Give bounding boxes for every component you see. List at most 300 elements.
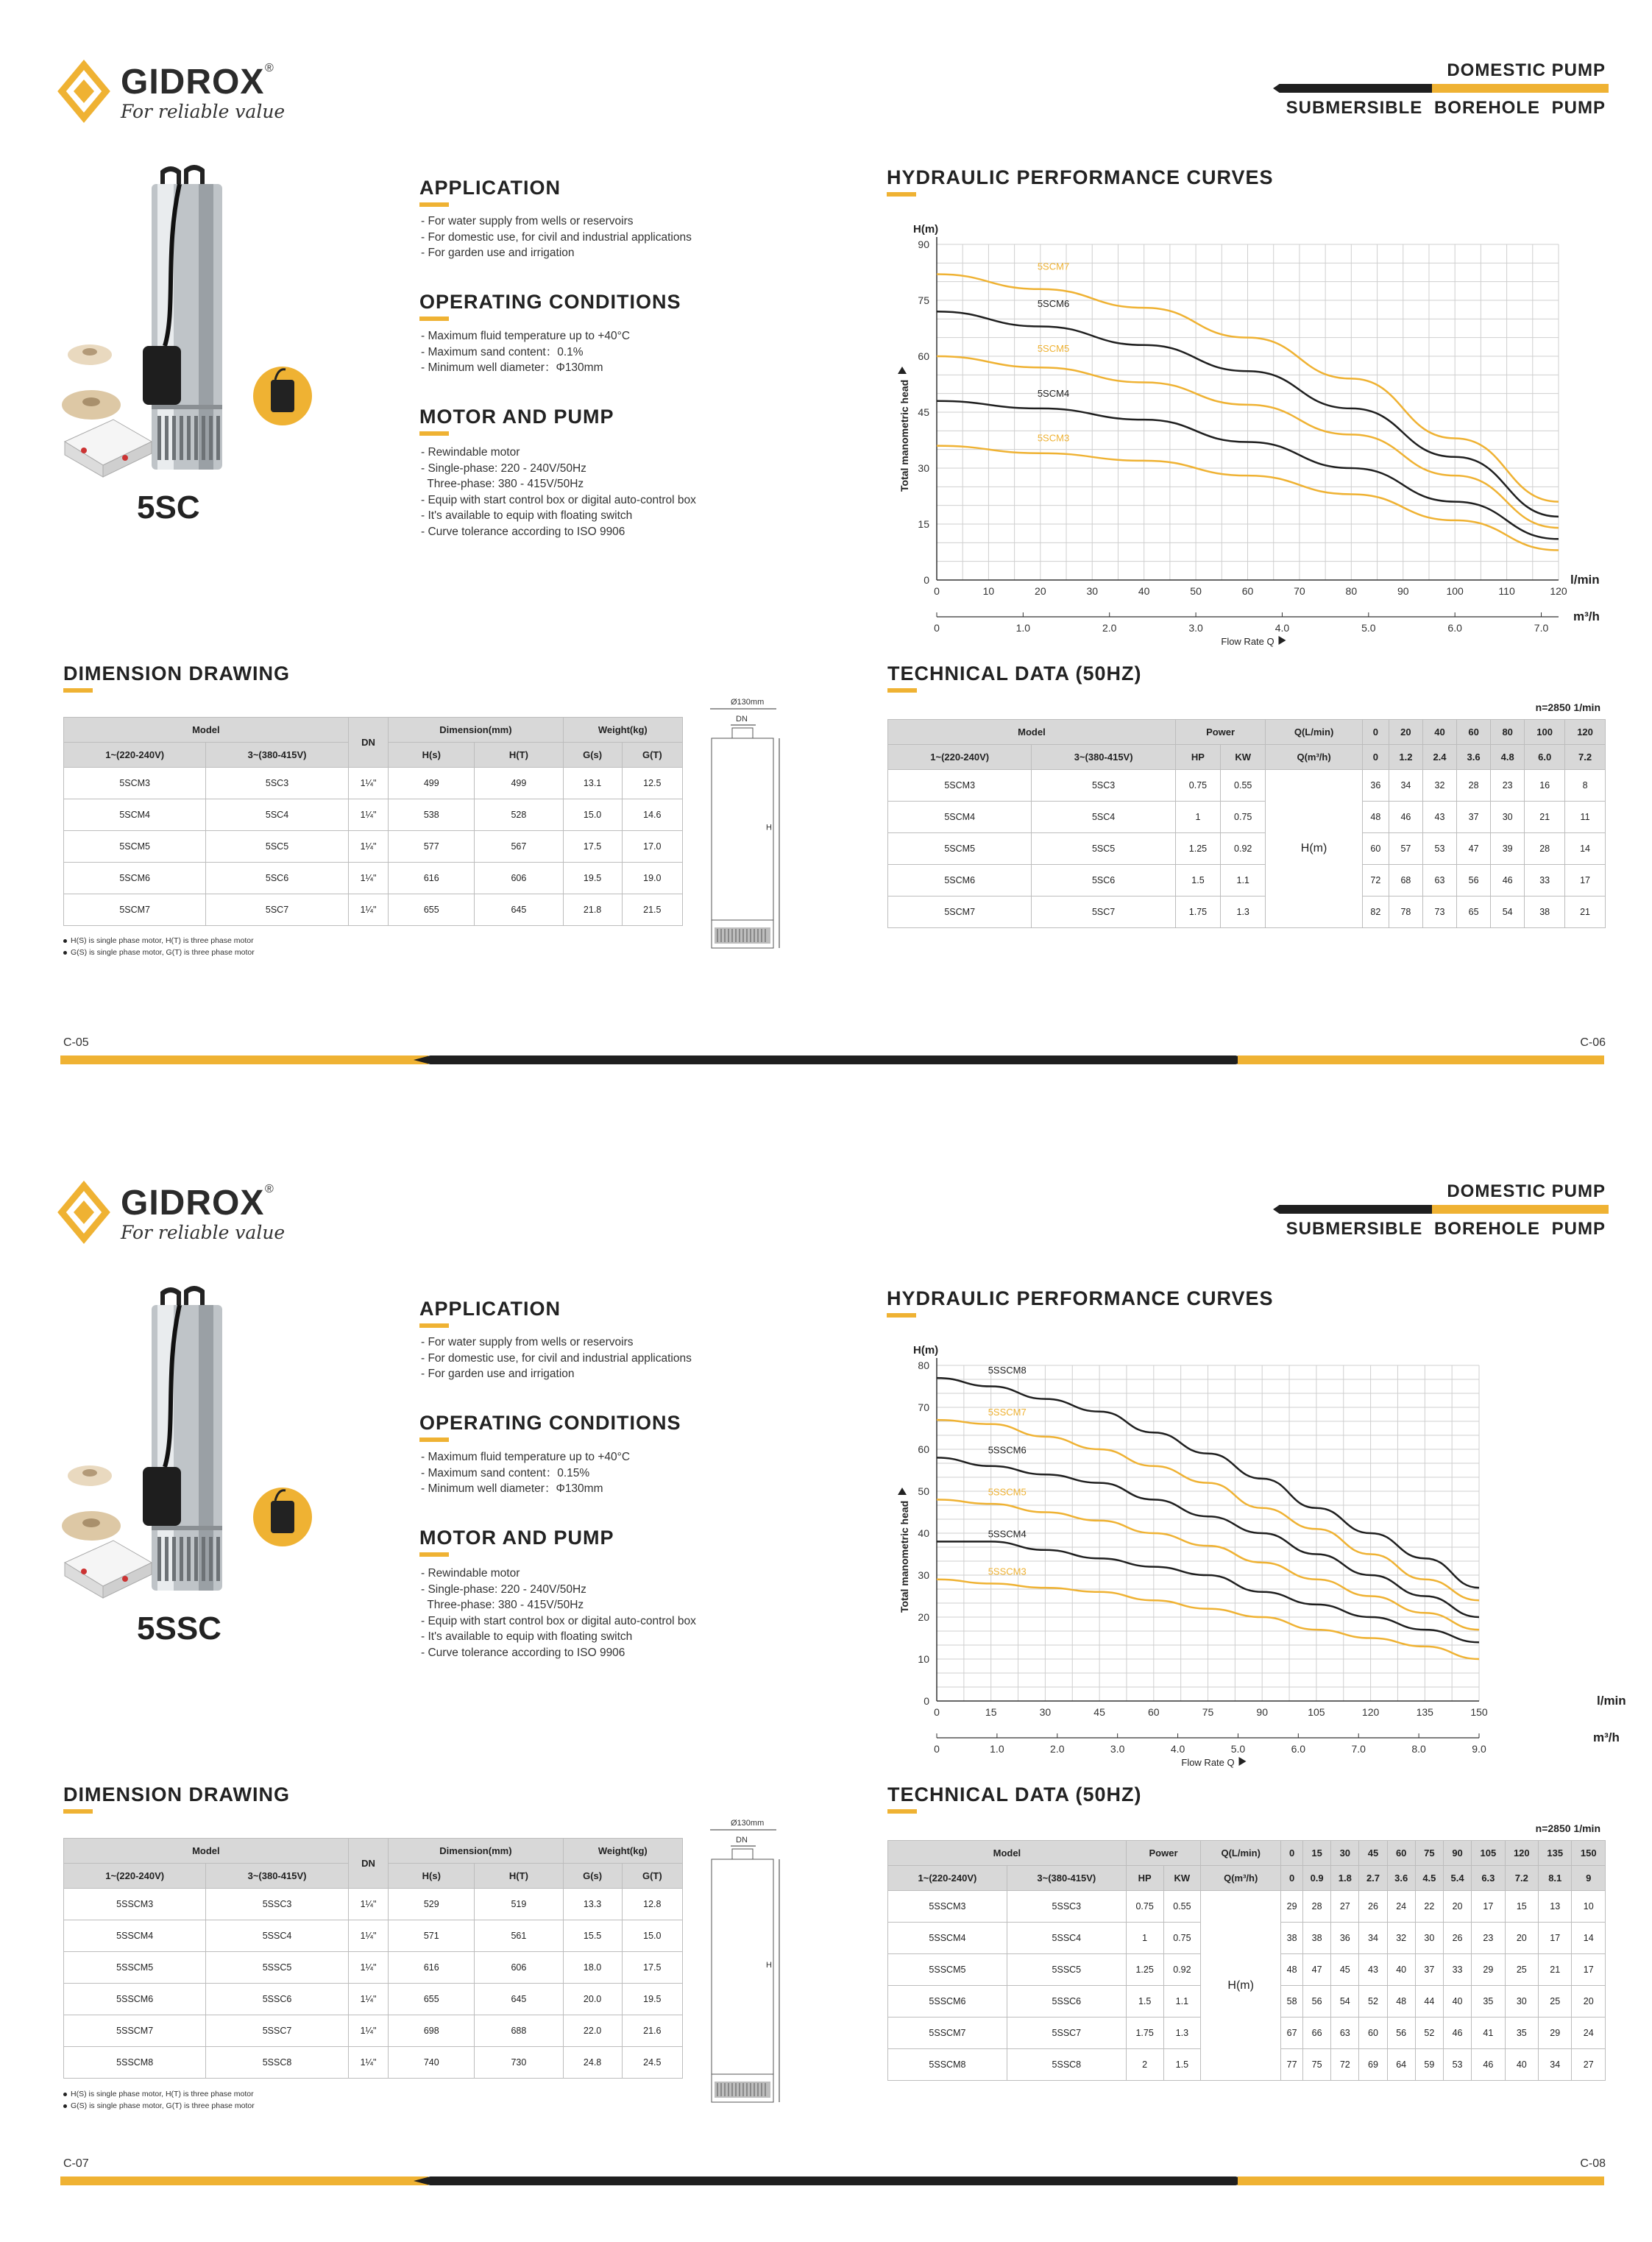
x-tick-label: 110 bbox=[1498, 585, 1515, 597]
head-value: 46 bbox=[1443, 2018, 1471, 2049]
table-cell: 1¼" bbox=[348, 1920, 389, 1952]
kw-value: 0.92 bbox=[1163, 1954, 1201, 1986]
y-tick-label: 45 bbox=[918, 406, 929, 418]
motor-and-pump-list bbox=[421, 445, 696, 540]
head-value: 44 bbox=[1415, 1986, 1443, 2018]
motor-and-pump-item: - Equip with start control box or digital auto-control box bbox=[421, 1614, 696, 1627]
head-value: 72 bbox=[1331, 2049, 1359, 2081]
flow-m3h-value: 3.6 bbox=[1387, 1866, 1415, 1891]
head-value: 36 bbox=[1331, 1923, 1359, 1954]
hp-header: HP bbox=[1126, 1866, 1163, 1891]
head-value: 46 bbox=[1472, 2049, 1505, 2081]
footer-accent-right bbox=[1238, 1055, 1604, 1064]
technical-table bbox=[887, 1840, 1606, 2081]
head-value: 67 bbox=[1281, 2018, 1303, 2049]
x-tick-label: 30 bbox=[1086, 585, 1099, 597]
x-tick-label: 150 bbox=[1470, 1706, 1488, 1718]
flow-m3h-value: 4.8 bbox=[1491, 745, 1525, 770]
three-phase-model: 5SSC4 bbox=[1007, 1923, 1126, 1954]
head-value: 24 bbox=[1572, 2018, 1606, 2049]
x-tick-label: 120 bbox=[1361, 1706, 1380, 1718]
sketch-diameter-label: Ø130mm bbox=[731, 698, 765, 707]
head-value: 15 bbox=[1505, 1891, 1538, 1923]
brand-logo bbox=[57, 59, 293, 132]
head-value: 66 bbox=[1303, 2018, 1331, 2049]
flow-lmin-value: 75 bbox=[1415, 1841, 1443, 1866]
header-accent-bar bbox=[1273, 1205, 1609, 1214]
head-value: 78 bbox=[1389, 897, 1422, 928]
head-value: 21 bbox=[1525, 802, 1565, 833]
hp-value: 1 bbox=[1175, 802, 1220, 833]
table-cell: 538 bbox=[389, 799, 475, 831]
head-value: 30 bbox=[1415, 1923, 1443, 1954]
dn-header: DN bbox=[348, 1839, 389, 1889]
head-value: 34 bbox=[1539, 2049, 1572, 2081]
single-phase-model: 5SCM6 bbox=[888, 865, 1032, 897]
motor-and-pump-list bbox=[421, 1566, 696, 1661]
head-value: 73 bbox=[1422, 897, 1456, 928]
motor-and-pump-heading: MOTOR AND PUMP bbox=[419, 1527, 614, 1549]
table-cell: 5SSC3 bbox=[206, 1889, 348, 1920]
head-value: 32 bbox=[1422, 770, 1456, 802]
subheader: G(T) bbox=[622, 1864, 682, 1889]
hp-value: 1.25 bbox=[1175, 833, 1220, 865]
head-value: 26 bbox=[1359, 1891, 1387, 1923]
head-value: 40 bbox=[1443, 1986, 1471, 2018]
table-row bbox=[64, 799, 683, 831]
note-text: G(S) is single phase motor, G(T) is three phase motor bbox=[71, 2101, 255, 2110]
hp-value: 1.5 bbox=[1175, 865, 1220, 897]
flow-lmin-value: 15 bbox=[1303, 1841, 1331, 1866]
techdata-underline bbox=[887, 1809, 917, 1814]
curves-heading: HYDRAULIC PERFORMANCE CURVES bbox=[887, 1287, 1274, 1309]
table-row bbox=[888, 770, 1606, 802]
head-value: 17 bbox=[1572, 1954, 1606, 1986]
single-phase-model: 5SSCM3 bbox=[888, 1891, 1007, 1923]
kw-header: KW bbox=[1163, 1866, 1201, 1891]
flow-lmin-value: 0 bbox=[1281, 1841, 1303, 1866]
sketch-h-label: H bbox=[766, 823, 772, 832]
kw-value: 0.55 bbox=[1163, 1891, 1201, 1923]
head-value: 72 bbox=[1362, 865, 1389, 897]
flow-lmin-value: 150 bbox=[1572, 1841, 1606, 1866]
head-value: 35 bbox=[1505, 2018, 1538, 2049]
head-value: 48 bbox=[1281, 1954, 1303, 1986]
flow-m3h-header: Q(m³/h) bbox=[1201, 1866, 1281, 1891]
dn-header: DN bbox=[348, 718, 389, 768]
page-number-left: C-07 bbox=[63, 2157, 89, 2170]
brand-tagline: For reliable value bbox=[121, 101, 286, 122]
m3h-tick-label: 8.0 bbox=[1411, 1743, 1426, 1755]
model-name: 5SSC bbox=[137, 1610, 221, 1647]
subheader: 3~(380-415V) bbox=[206, 1864, 348, 1889]
head-value: 35 bbox=[1472, 1986, 1505, 2018]
operating-conditions-heading: OPERATING CONDITIONS bbox=[419, 1412, 681, 1434]
head-value: 48 bbox=[1387, 1986, 1415, 2018]
table-cell: 5SC5 bbox=[206, 831, 348, 863]
hp-value: 1.75 bbox=[1175, 897, 1220, 928]
subheader: 1~(220-240V) bbox=[64, 1864, 206, 1889]
single-phase-model: 5SSCM4 bbox=[888, 1923, 1007, 1954]
table-cell: 655 bbox=[389, 1984, 475, 2015]
table-row bbox=[64, 1984, 683, 2015]
series-label: 5SSCM5 bbox=[988, 1486, 1027, 1498]
hp-value: 1 bbox=[1126, 1923, 1163, 1954]
dimension-table bbox=[63, 717, 683, 926]
y-tick-label: 0 bbox=[924, 574, 929, 586]
operating-conditions-item: - Minimum well diameter：Φ130mm bbox=[421, 361, 603, 375]
head-value: 28 bbox=[1457, 770, 1491, 802]
y-tick-label: 50 bbox=[918, 1485, 929, 1497]
table-cell: 529 bbox=[389, 1889, 475, 1920]
y-tick-label: 0 bbox=[924, 1695, 929, 1707]
pump-body bbox=[152, 165, 222, 470]
flow-m3h-value: 3.6 bbox=[1457, 745, 1491, 770]
m3h-tick-label: 0 bbox=[934, 622, 940, 634]
table-cell: 645 bbox=[475, 894, 563, 926]
table-row bbox=[64, 2015, 683, 2047]
footer-accent-right bbox=[1238, 2176, 1604, 2185]
application-underline bbox=[419, 202, 449, 207]
table-cell: 15.0 bbox=[563, 799, 622, 831]
dimension-underline bbox=[63, 1809, 93, 1814]
flow-m3h-value: 2.4 bbox=[1422, 745, 1456, 770]
head-value: 82 bbox=[1362, 897, 1389, 928]
table-cell: 5SCM5 bbox=[64, 831, 206, 863]
x-tick-label: 15 bbox=[985, 1706, 997, 1718]
head-value: 38 bbox=[1303, 1923, 1331, 1954]
head-value: 29 bbox=[1539, 2018, 1572, 2049]
m3h-tick-label: 1.0 bbox=[1015, 622, 1031, 634]
flow-lmin-header: Q(L/min) bbox=[1201, 1841, 1281, 1866]
y-tick-label: 40 bbox=[918, 1527, 929, 1539]
head-value: 59 bbox=[1415, 2049, 1443, 2081]
footer-bar bbox=[60, 1055, 1604, 1064]
subheader: 3~(380-415V) bbox=[206, 743, 348, 768]
head-value: 28 bbox=[1303, 1891, 1331, 1923]
application-list bbox=[421, 1334, 692, 1382]
speed-label: n=2850 1/min bbox=[1535, 701, 1600, 713]
table-cell: 1¼" bbox=[348, 894, 389, 926]
flow-m3h-value: 7.2 bbox=[1505, 1866, 1538, 1891]
application-item: - For garden use and irrigation bbox=[421, 247, 575, 260]
pump-dimension-sketch bbox=[703, 1817, 791, 2118]
application-item: - For water supply from wells or reservoirs bbox=[421, 1336, 634, 1348]
performance-chart bbox=[883, 1334, 1626, 1776]
flow-m3h-value: 2.7 bbox=[1359, 1866, 1387, 1891]
motor-and-pump-heading: MOTOR AND PUMP bbox=[419, 406, 614, 428]
m3h-tick-label: 4.0 bbox=[1170, 1743, 1185, 1755]
head-value: 75 bbox=[1303, 2049, 1331, 2081]
head-value: 63 bbox=[1331, 2018, 1359, 2049]
y-tick-label: 60 bbox=[918, 1443, 929, 1455]
table-cell: 1¼" bbox=[348, 2047, 389, 2079]
operating-conditions-list bbox=[421, 1449, 630, 1497]
weight-header: Weight(kg) bbox=[563, 1839, 682, 1864]
head-value: 47 bbox=[1457, 833, 1491, 865]
brand-name: GIDROX bbox=[121, 1184, 265, 1223]
motor-and-pump-underline bbox=[419, 431, 449, 436]
x-tick-label: 100 bbox=[1446, 585, 1464, 597]
head-value: 24 bbox=[1387, 1891, 1415, 1923]
single-phase-model: 5SCM7 bbox=[888, 897, 1032, 928]
operating-conditions-item: - Maximum fluid temperature up to +40°C bbox=[421, 1451, 631, 1463]
series-label: 5SSCM6 bbox=[988, 1444, 1027, 1456]
hp-value: 0.75 bbox=[1175, 770, 1220, 802]
table-notes bbox=[63, 935, 255, 958]
head-value: 17 bbox=[1472, 1891, 1505, 1923]
capacitor-icon bbox=[253, 1488, 312, 1546]
hp-value: 1.5 bbox=[1126, 1986, 1163, 2018]
three-phase-header: 3~(380-415V) bbox=[1007, 1866, 1126, 1891]
series-label: 5SCM3 bbox=[1037, 432, 1070, 444]
head-value: 43 bbox=[1422, 802, 1456, 833]
head-value: 56 bbox=[1387, 2018, 1415, 2049]
subheader: H(T) bbox=[475, 1864, 563, 1889]
bullet-icon bbox=[63, 951, 67, 955]
note-item bbox=[63, 2088, 255, 2100]
table-cell: 606 bbox=[475, 1952, 563, 1984]
operating-conditions-underline bbox=[419, 317, 449, 321]
operating-conditions-underline bbox=[419, 1438, 449, 1442]
single-phase-header: 1~(220-240V) bbox=[888, 1866, 1007, 1891]
techdata-underline bbox=[887, 688, 917, 693]
header-accent-bar bbox=[1273, 84, 1609, 93]
application-heading: APPLICATION bbox=[419, 177, 561, 199]
head-value: 45 bbox=[1331, 1954, 1359, 1986]
x-arrow-icon bbox=[1279, 636, 1286, 645]
three-phase-model: 5SSC7 bbox=[1007, 2018, 1126, 2049]
table-cell: 645 bbox=[475, 1984, 563, 2015]
application-item: - For garden use and irrigation bbox=[421, 1368, 575, 1381]
motor-and-pump-item: - Rewindable motor bbox=[421, 1567, 520, 1580]
subheader: H(T) bbox=[475, 743, 563, 768]
m3h-tick-label: 6.0 bbox=[1447, 622, 1462, 634]
head-value: 48 bbox=[1362, 802, 1389, 833]
m3h-tick-label: 2.0 bbox=[1050, 1743, 1065, 1755]
flow-lmin-value: 120 bbox=[1505, 1841, 1538, 1866]
table-cell: 17.5 bbox=[563, 831, 622, 863]
motor-and-pump-item: - Single-phase: 220 - 240V/50Hz bbox=[421, 1583, 586, 1596]
flow-lmin-value: 90 bbox=[1443, 1841, 1471, 1866]
operating-conditions-item: - Maximum sand content：0.1% bbox=[421, 345, 584, 358]
flow-m3h-value: 1.2 bbox=[1389, 745, 1422, 770]
x-unit-label: l/min bbox=[1570, 573, 1600, 587]
flow-m3h-value: 0.9 bbox=[1303, 1866, 1331, 1891]
table-row bbox=[888, 802, 1606, 833]
x-tick-label: 50 bbox=[1190, 585, 1202, 597]
y-axis-title: Total manometric head bbox=[898, 1500, 910, 1613]
table-cell: 15.5 bbox=[563, 1920, 622, 1952]
pump-body bbox=[152, 1286, 222, 1591]
table-cell: 22.0 bbox=[563, 2015, 622, 2047]
m3h-tick-label: 7.0 bbox=[1534, 622, 1549, 634]
footer-accent-left bbox=[60, 2176, 428, 2185]
single-phase-model: 5SSCM5 bbox=[888, 1954, 1007, 1986]
table-cell: 5SSCM5 bbox=[64, 1952, 206, 1984]
single-phase-model: 5SSCM6 bbox=[888, 1986, 1007, 2018]
brand-logo bbox=[57, 1180, 293, 1253]
table-cell: 13.1 bbox=[563, 768, 622, 799]
x-tick-label: 135 bbox=[1416, 1706, 1433, 1718]
kw-value: 1.1 bbox=[1221, 865, 1266, 897]
kw-value: 0.55 bbox=[1221, 770, 1266, 802]
page-number-right: C-06 bbox=[1580, 1036, 1606, 1049]
head-value: 40 bbox=[1505, 2049, 1538, 2081]
head-value: 21 bbox=[1565, 897, 1606, 928]
table-cell: 21.8 bbox=[563, 894, 622, 926]
m3h-tick-label: 1.0 bbox=[990, 1743, 1004, 1755]
head-value: 34 bbox=[1359, 1923, 1387, 1954]
table-cell: 1¼" bbox=[348, 1952, 389, 1984]
brand-tagline: For reliable value bbox=[121, 1222, 286, 1243]
m3h-tick-label: 0 bbox=[934, 1743, 940, 1755]
table-cell: 698 bbox=[389, 2015, 475, 2047]
motor-and-pump-item: - Curve tolerance according to ISO 9906 bbox=[421, 525, 625, 538]
table-row bbox=[64, 863, 683, 894]
flow-m3h-value: 0 bbox=[1362, 745, 1389, 770]
motor-and-pump-item: - Rewindable motor bbox=[421, 446, 520, 459]
table-cell: 1¼" bbox=[348, 2015, 389, 2047]
footer-dark-center bbox=[414, 1055, 1252, 1064]
motor-and-pump-item: Three-phase: 380 - 415V/50Hz bbox=[421, 1599, 584, 1612]
application-underline bbox=[419, 1323, 449, 1328]
category-title: DOMESTIC PUMP bbox=[1447, 1181, 1606, 1201]
table-row bbox=[888, 865, 1606, 897]
table-cell: 5SCM3 bbox=[64, 768, 206, 799]
x-axis-title: Flow Rate Q bbox=[1181, 1757, 1235, 1768]
head-value: 40 bbox=[1387, 1954, 1415, 1986]
table-cell: 499 bbox=[475, 768, 563, 799]
table-cell: 5SC4 bbox=[206, 799, 348, 831]
control-box-icon bbox=[65, 1541, 152, 1598]
subcategory-title: SUBMERSIBLE BOREHOLE PUMP bbox=[1286, 98, 1606, 118]
head-value: 38 bbox=[1281, 1923, 1303, 1954]
y-arrow-icon bbox=[898, 367, 907, 374]
series-label: 5SCM7 bbox=[1037, 261, 1070, 272]
flow-lmin-value: 100 bbox=[1525, 720, 1565, 745]
table-row bbox=[64, 831, 683, 863]
y-tick-label: 30 bbox=[918, 462, 929, 474]
three-phase-model: 5SC7 bbox=[1032, 897, 1175, 928]
head-value: 52 bbox=[1415, 2018, 1443, 2049]
page-number-left: C-05 bbox=[63, 1036, 89, 1049]
head-value: 77 bbox=[1281, 2049, 1303, 2081]
head-value: 68 bbox=[1389, 865, 1422, 897]
x-tick-label: 90 bbox=[1397, 585, 1409, 597]
table-notes bbox=[63, 2088, 255, 2112]
operating-conditions-item: - Maximum fluid temperature up to +40°C bbox=[421, 330, 631, 342]
x-tick-label: 60 bbox=[1148, 1706, 1160, 1718]
application-heading: APPLICATION bbox=[419, 1298, 561, 1320]
curves-underline bbox=[887, 192, 916, 197]
three-phase-model: 5SC4 bbox=[1032, 802, 1175, 833]
techdata-heading: TECHNICAL DATA (50HZ) bbox=[887, 662, 1142, 685]
head-value: 17 bbox=[1565, 865, 1606, 897]
m3h-tick-label: 9.0 bbox=[1472, 1743, 1486, 1755]
head-label: H(m) bbox=[1201, 1891, 1281, 2081]
single-phase-model: 5SSCM8 bbox=[888, 2049, 1007, 2081]
sketch-dn-label: DN bbox=[736, 1836, 748, 1845]
table-row bbox=[64, 894, 683, 926]
x-unit-label: l/min bbox=[1597, 1694, 1626, 1708]
brand-name: GIDROX bbox=[121, 63, 265, 102]
head-value: 46 bbox=[1491, 865, 1525, 897]
head-value: 54 bbox=[1491, 897, 1525, 928]
table-cell: 24.8 bbox=[563, 2047, 622, 2079]
control-box-icon bbox=[65, 420, 152, 477]
table-cell: 571 bbox=[389, 1920, 475, 1952]
head-value: 32 bbox=[1387, 1923, 1415, 1954]
table-cell: 5SSCM4 bbox=[64, 1920, 206, 1952]
kw-value: 0.92 bbox=[1221, 833, 1266, 865]
kw-value: 0.75 bbox=[1163, 1923, 1201, 1954]
head-value: 64 bbox=[1387, 2049, 1415, 2081]
head-value: 36 bbox=[1362, 770, 1389, 802]
x-tick-label: 105 bbox=[1308, 1706, 1325, 1718]
washer-icon bbox=[62, 1465, 121, 1541]
flow-lmin-value: 60 bbox=[1457, 720, 1491, 745]
weight-header: Weight(kg) bbox=[563, 718, 682, 743]
sketch-h-label: H bbox=[766, 1961, 772, 1970]
subheader: 1~(220-240V) bbox=[64, 743, 206, 768]
series-label: 5SCM5 bbox=[1037, 343, 1070, 354]
table-cell: 21.5 bbox=[622, 894, 682, 926]
series-label: 5SCM6 bbox=[1037, 298, 1070, 310]
head-value: 46 bbox=[1389, 802, 1422, 833]
head-value: 21 bbox=[1539, 1954, 1572, 1986]
note-text: H(S) is single phase motor, H(T) is three phase motor bbox=[71, 936, 254, 945]
three-phase-header: 3~(380-415V) bbox=[1032, 745, 1175, 770]
bullet-icon bbox=[63, 2104, 67, 2108]
y-tick-label: 75 bbox=[918, 294, 929, 306]
model-name: 5SC bbox=[137, 489, 200, 526]
table-cell: 19.5 bbox=[563, 863, 622, 894]
flow-lmin-value: 80 bbox=[1491, 720, 1525, 745]
flow-lmin-header: Q(L/min) bbox=[1266, 720, 1363, 745]
flow-m3h-value: 9 bbox=[1572, 1866, 1606, 1891]
single-phase-model: 5SSCM7 bbox=[888, 2018, 1007, 2049]
flow-lmin-value: 120 bbox=[1565, 720, 1606, 745]
single-phase-model: 5SCM5 bbox=[888, 833, 1032, 865]
note-item bbox=[63, 947, 255, 958]
flow-m3h-value: 1.8 bbox=[1331, 1866, 1359, 1891]
table-cell: 14.6 bbox=[622, 799, 682, 831]
model-header: Model bbox=[64, 718, 349, 743]
table-row bbox=[64, 1889, 683, 1920]
bullet-icon bbox=[63, 2093, 67, 2096]
flow-lmin-value: 20 bbox=[1389, 720, 1422, 745]
table-row bbox=[64, 768, 683, 799]
table-row bbox=[64, 1920, 683, 1952]
table-cell: 528 bbox=[475, 799, 563, 831]
product-photo bbox=[54, 162, 327, 478]
table-cell: 616 bbox=[389, 1952, 475, 1984]
note-item bbox=[63, 935, 255, 947]
head-value: 41 bbox=[1472, 2018, 1505, 2049]
motor-and-pump-item: Three-phase: 380 - 415V/50Hz bbox=[421, 478, 584, 491]
table-cell: 499 bbox=[389, 768, 475, 799]
subheader: G(T) bbox=[622, 743, 682, 768]
header-bar-accent bbox=[1432, 84, 1609, 93]
kw-value: 1.3 bbox=[1163, 2018, 1201, 2049]
head-value: 29 bbox=[1472, 1954, 1505, 1986]
motor-and-pump-item: - It's available to equip with floating switch bbox=[421, 509, 633, 523]
three-phase-model: 5SSC5 bbox=[1007, 1954, 1126, 1986]
catalog-page bbox=[0, 1121, 1652, 2242]
speed-label: n=2850 1/min bbox=[1535, 1822, 1600, 1834]
three-phase-model: 5SC3 bbox=[1032, 770, 1175, 802]
